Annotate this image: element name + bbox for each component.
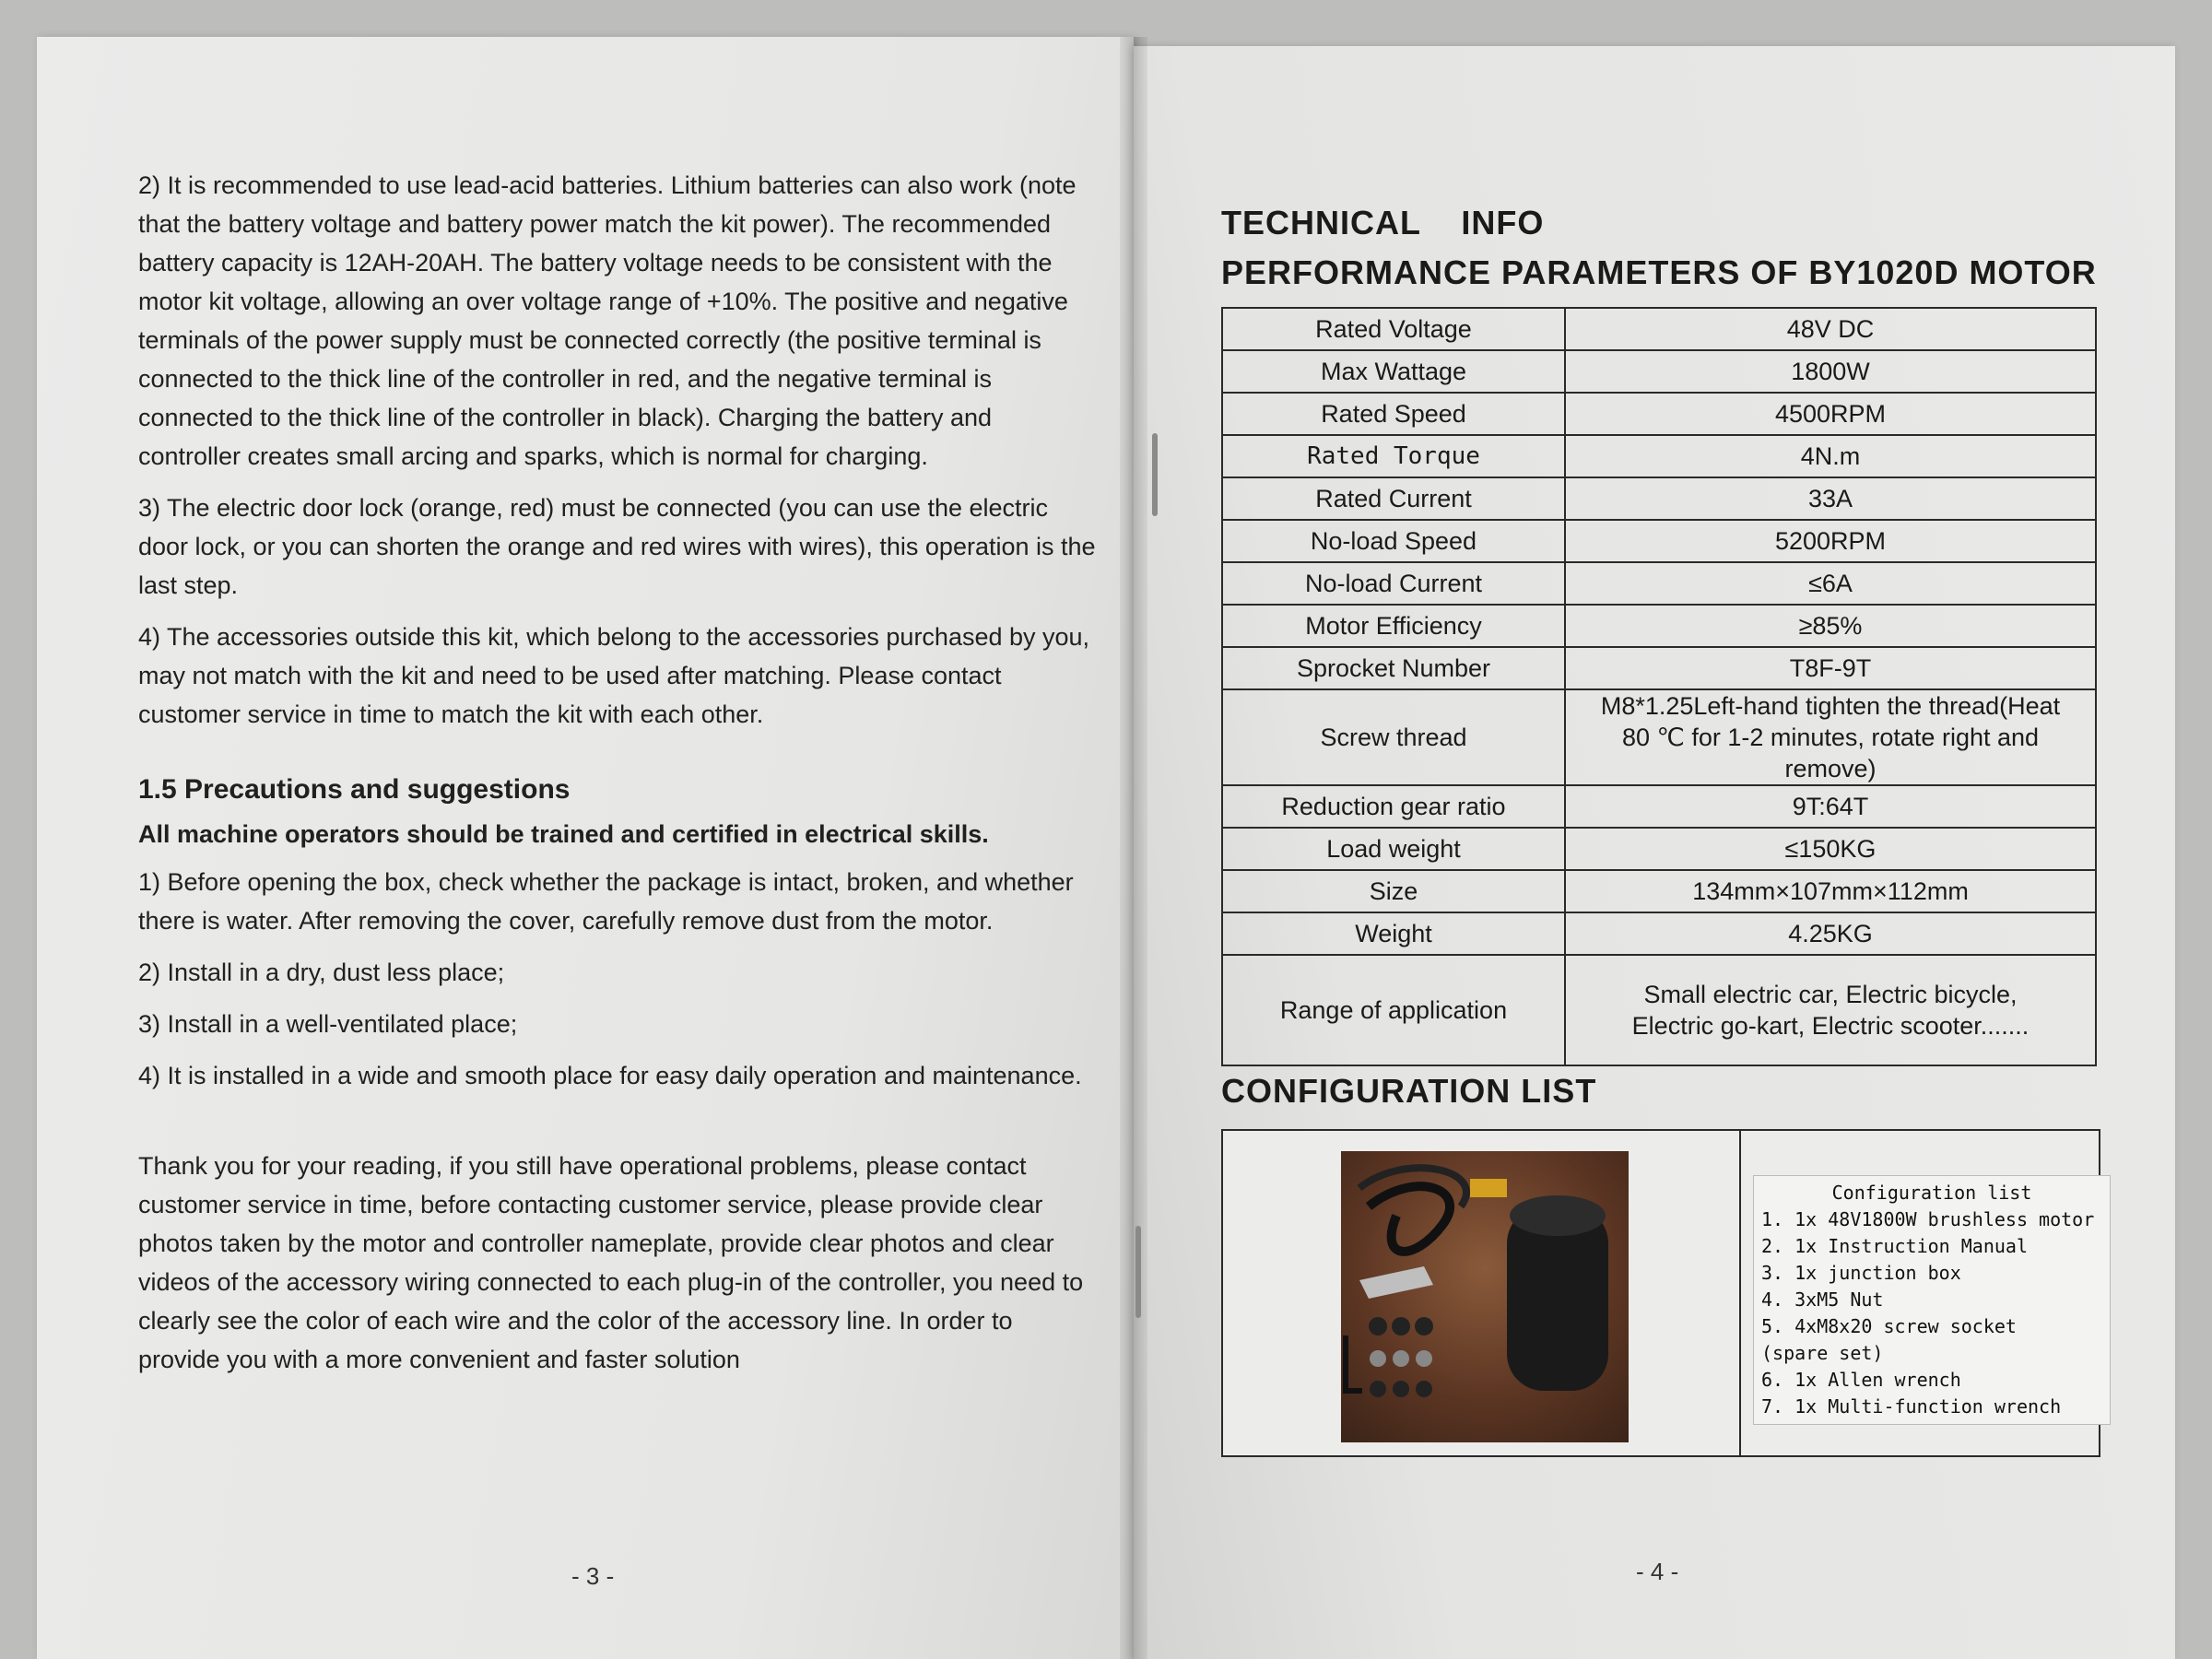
spec-value: 4.25KG	[1565, 912, 2096, 955]
configuration-list	[1753, 1175, 2111, 1425]
spec-key: Screw thread	[1222, 689, 1565, 785]
configuration-box	[1221, 1129, 2100, 1457]
spec-key: Range of application	[1222, 955, 1565, 1065]
spec-key: Rated Current	[1222, 477, 1565, 520]
config-list-item: 4. 3xM5 Nut	[1761, 1288, 1884, 1311]
spec-row	[1222, 562, 2096, 605]
spec-value	[1565, 955, 2096, 1065]
paragraph-accessories: 4) The accessories outside this kit, which belong to the accessories purchased by you, may not match with the kit and need to be used after matching. Please contact customer service in time to match the kit with each other.	[138, 623, 1090, 728]
spec-value-line: M8*1.25Left-hand tighten the thread(Heat	[1600, 692, 2061, 720]
kit-photo-illustration	[1341, 1151, 1629, 1442]
book-gutter	[1120, 37, 1147, 1659]
spec-key: No-load Current	[1222, 562, 1565, 605]
spec-value: ≥85%	[1565, 605, 2096, 647]
spec-key: Weight	[1222, 912, 1565, 955]
spec-key: Load weight	[1222, 828, 1565, 870]
spec-value: 1800W	[1565, 350, 2096, 393]
spec-key: Rated Torque	[1222, 435, 1565, 477]
spec-value: 4N.m	[1565, 435, 2096, 477]
spec-row	[1222, 435, 2096, 477]
spec-value: 33A	[1565, 477, 2096, 520]
spec-row	[1222, 912, 2096, 955]
section-note: All machine operators should be trained and certified in electrical skills.	[138, 820, 989, 848]
spec-key: Rated Voltage	[1222, 308, 1565, 350]
spec-row	[1222, 785, 2096, 828]
spec-key: No-load Speed	[1222, 520, 1565, 562]
spec-row	[1222, 828, 2096, 870]
page-number-right: - 4 -	[1636, 1558, 1679, 1585]
spec-row	[1222, 955, 2096, 1065]
spec-key: Reduction gear ratio	[1222, 785, 1565, 828]
spec-row	[1222, 393, 2096, 435]
technical-info-heading: TECHNICAL INFO	[1221, 204, 1545, 241]
staple-bottom	[1135, 1226, 1141, 1318]
config-list-item: 5. 4xM8x20 screw socket	[1761, 1315, 2017, 1337]
spec-row	[1222, 308, 2096, 350]
spec-key: Sprocket Number	[1222, 647, 1565, 689]
staple-top	[1152, 433, 1158, 516]
right-page-content	[1221, 198, 2097, 1457]
spec-value: 9T:64T	[1565, 785, 2096, 828]
left-page-text	[138, 166, 1097, 1392]
config-list-item: (spare set)	[1761, 1342, 1884, 1364]
spec-value: T8F-9T	[1565, 647, 2096, 689]
spec-value-line: Electric go-kart, Electric scooter.......	[1631, 1012, 2030, 1040]
precaution-item: 4) It is installed in a wide and smooth place for easy daily operation and maintenance.	[138, 1062, 1082, 1089]
spec-value: 5200RPM	[1565, 520, 2096, 562]
spec-row	[1222, 350, 2096, 393]
spec-value: 48V DC	[1565, 308, 2096, 350]
spec-row	[1222, 477, 2096, 520]
config-divider	[1739, 1131, 1741, 1455]
precaution-item: 2) Install in a dry, dust less place;	[138, 959, 505, 986]
spec-row	[1222, 689, 2096, 785]
spec-table	[1221, 307, 2097, 1066]
spec-row	[1222, 520, 2096, 562]
page-number-left: - 3 -	[571, 1562, 615, 1590]
spec-value-line: 80 ℃ for 1-2 minutes, rotate right and remove)	[1621, 724, 2040, 782]
config-list-item: 3. 1x junction box	[1761, 1262, 1961, 1284]
spec-value: ≤6A	[1565, 562, 2096, 605]
config-list-item: 2. 1x Instruction Manual	[1761, 1235, 2028, 1257]
kit-photo	[1341, 1151, 1629, 1442]
configuration-heading: CONFIGURATION LIST	[1221, 1072, 1597, 1110]
section-title: 1.5 Precautions and suggestions	[138, 774, 571, 805]
spec-value: 4500RPM	[1565, 393, 2096, 435]
spec-value: 134mm×107mm×112mm	[1565, 870, 2096, 912]
spec-key: Motor Efficiency	[1222, 605, 1565, 647]
spec-key: Max Wattage	[1222, 350, 1565, 393]
config-list-item: 7. 1x Multi-function wrench	[1761, 1395, 2062, 1418]
spec-row	[1222, 605, 2096, 647]
performance-heading: PERFORMANCE PARAMETERS OF BY1020D MOTOR	[1221, 253, 2097, 291]
spec-key: Size	[1222, 870, 1565, 912]
spec-row	[1222, 870, 2096, 912]
paragraph-battery: 2) It is recommended to use lead-acid batteries. Lithium batteries can also work (note that the battery voltage and battery power match the kit power). The recommended battery capacity is 12AH-20AH. The battery voltage needs to be consistent with the motor kit voltage, allowing an over voltage range of +10%. The positive and negative terminals of the power supply must be connected correctly (the positive terminal is connected to the thick line of the controller in red, and the negative terminal is connected to the thick line of the controller in black). Charging the battery and controller creates small arcing and sparks, which is normal for charging.	[138, 171, 1077, 470]
config-list-header: Configuration list	[1831, 1182, 2032, 1204]
spec-value: ≤150KG	[1565, 828, 2096, 870]
config-list-item: 1. 1x 48V1800W brushless motor	[1761, 1208, 2095, 1230]
closing-paragraph: Thank you for your reading, if you still have operational problems, please contact customer service in time, before contacting customer service, please provide clear photos taken by the motor and controller nameplate, provide clear photos and clear videos of the accessory wiring connected to each plug-in of the controller, you need to clearly see the color of each wire and the color of the accessory line. In order to provide you with a more convenient and faster solution	[138, 1152, 1084, 1373]
spec-value-line: Small electric car, Electric bicycle,	[1643, 981, 2018, 1008]
spec-row	[1222, 647, 2096, 689]
paragraph-door-lock: 3) The electric door lock (orange, red) must be connected (you can use the electric door lock, or you can shorten the orange and red wires with wires), this operation is the last step.	[138, 494, 1096, 599]
precaution-item: 3) Install in a well-ventilated place;	[138, 1010, 518, 1038]
spec-key: Rated Speed	[1222, 393, 1565, 435]
precaution-item: 1) Before opening the box, check whether the package is intact, broken, and whether there is water. After removing the cover, carefully remove dust from the motor.	[138, 868, 1074, 935]
config-list-item: 6. 1x Allen wrench	[1761, 1369, 1961, 1391]
spec-value	[1565, 689, 2096, 785]
